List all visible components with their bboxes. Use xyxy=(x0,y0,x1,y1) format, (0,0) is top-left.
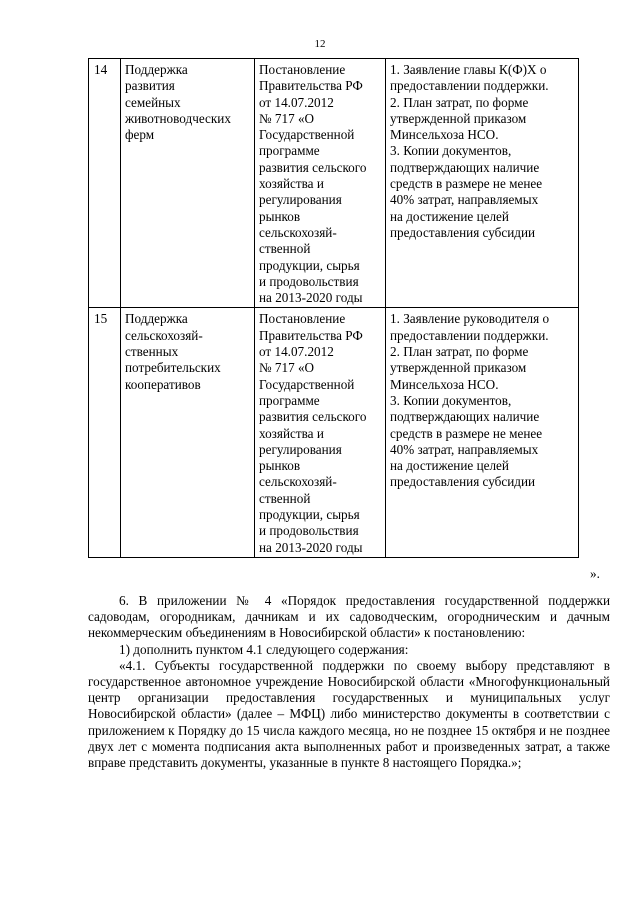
table-row xyxy=(89,308,579,557)
paragraph: 1) дополнить пунктом 4.1 следующего содержания: xyxy=(119,641,409,657)
legal-act-text: Постановление Правительства РФ от 14.07.2012 № 717 «О Государственной программе развития сельского хозяйства и регулирования рынков сельскохозяй- ственной продукции, сырья и продовольствия на 2013-2020 годы xyxy=(259,62,367,306)
support-type-text: Поддержка развития семейных животноводческих ферм xyxy=(125,62,231,143)
legal-act-cell xyxy=(255,59,386,308)
page-number: 12 xyxy=(314,38,326,50)
table-closing-quote: ». xyxy=(590,566,600,581)
documents-text: 1. Заявление главы К(Ф)Х о предоставлении поддержки. 2. План затрат, по форме утвержденной приказом Минсельхоза НСО. 3. Копии документов, подтверждающих наличие средств в размере не менее 40% затрат, направляемых на достижение целей предоставления субсидии xyxy=(390,62,549,240)
document-body xyxy=(88,593,610,771)
row-number-text: 14 xyxy=(94,62,108,77)
support-measures-table xyxy=(88,58,579,558)
row-number xyxy=(89,308,121,557)
table-row xyxy=(89,59,579,308)
documents-text: 1. Заявление руководителя о предоставлении поддержки. 2. План затрат, по форме утвержденной приказом Минсельхоза НСО. 3. Копии документов, подтверждающих наличие средств в размере не менее 40% затрат, направляемых на достижение целей предоставления субсидии xyxy=(390,311,550,490)
documents-cell xyxy=(386,59,579,308)
paragraph: «4.1. Субъекты государственной поддержки по своему выбору представляют в государственное автономное учреждение Новосибирской области «Многофункциональный центр организации предоставления государственных и муниципальных услуг Новосибирской области» (далее – МФЦ) либо министерство документы в соответствии с приложением к Порядку до 15 числа каждого месяца, но не позднее 15 октября и не позднее двух лет с момента подписания акта выполненных работ и произведенных затрат, а также вправе представить документы, указанные в пункте 8 настоящего Порядка.»; xyxy=(88,657,610,771)
row-number-text: 15 xyxy=(94,311,108,327)
paragraph: 6. В приложении № 4 «Порядок предоставления государственной поддержки садоводам, огородникам, дачникам и их садоводческим, огородническим и дачным некоммерческим объединениям в Новосибирской области» к постановлению: xyxy=(88,593,610,641)
support-type-text: Поддержка сельскохозяй- ственных потребительских кооперативов xyxy=(125,311,221,392)
row-number xyxy=(89,59,121,308)
legal-act-cell xyxy=(255,308,386,557)
support-type-cell xyxy=(121,308,255,557)
documents-cell xyxy=(386,308,579,557)
legal-act-text: Постановление Правительства РФ от 14.07.2012 № 717 «О Государственной программе развития сельского хозяйства и регулирования рынков сельскохозяй- ственной продукции, сырья и продовольствия на 2013-2020 годы xyxy=(259,311,367,555)
support-type-cell xyxy=(121,59,255,308)
